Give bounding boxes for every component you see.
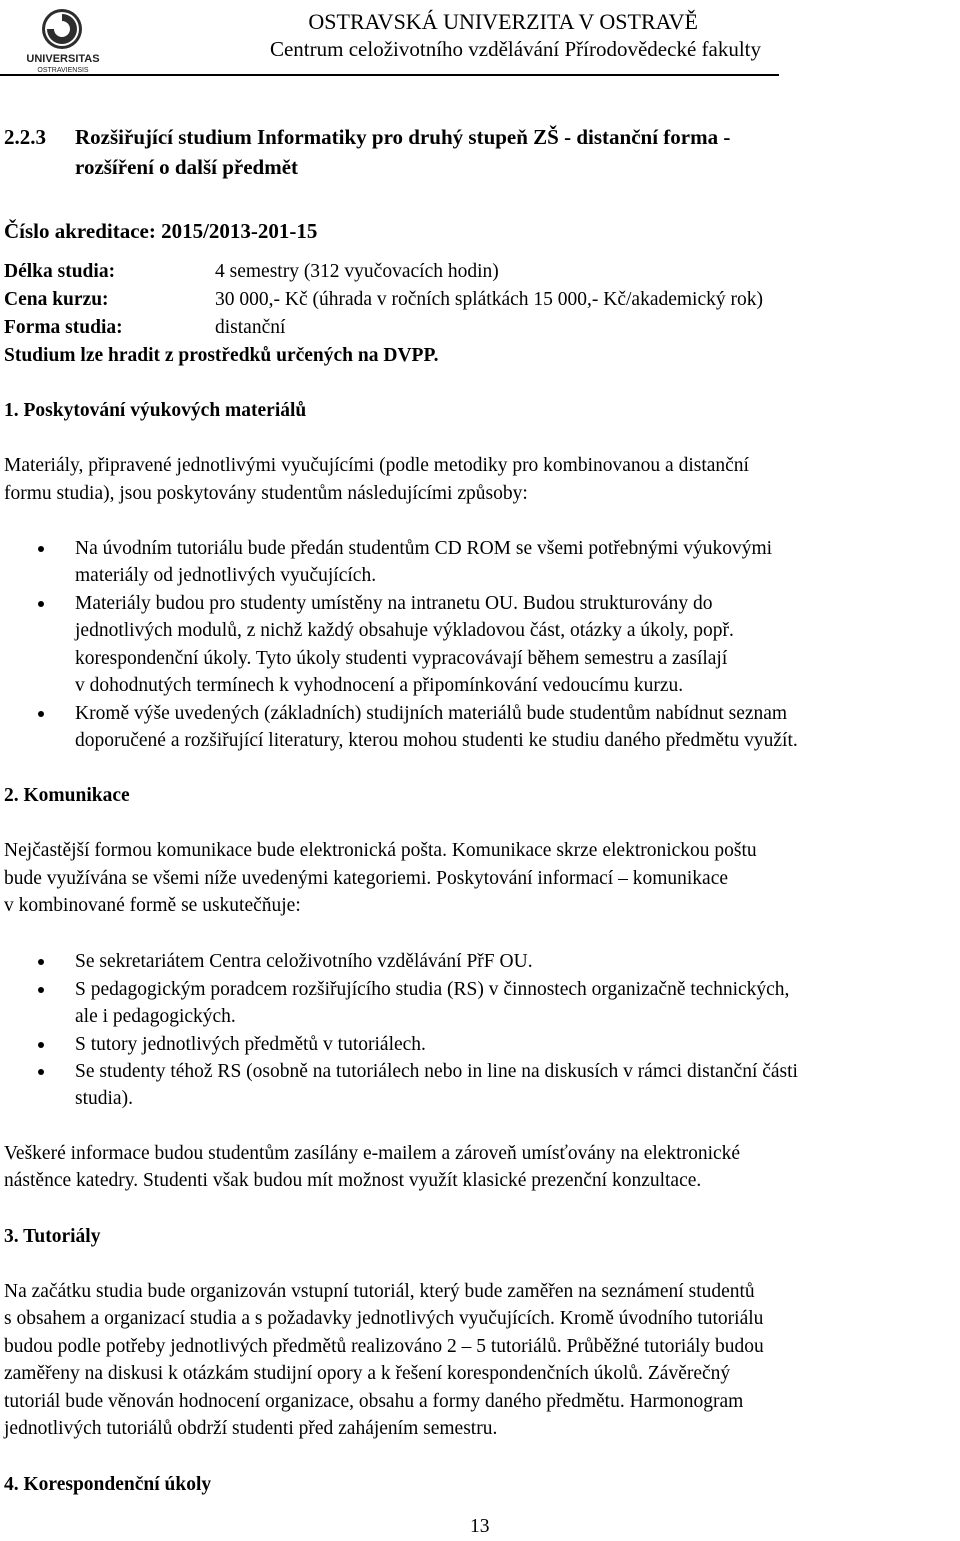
section-number: 2.2.3 (4, 125, 46, 149)
bullet-icon (38, 546, 44, 552)
section3-paragraph: jednotlivých tutoriálů obdrží studenti před zahájením semestru. (4, 1418, 498, 1439)
study-form-label: Forma studia: (4, 317, 123, 338)
funding-note: Studium lze hradit z prostředků určených na DVPP. (4, 345, 439, 366)
study-length-label: Délka studia: (4, 261, 116, 282)
list-item: korespondenční úkoly. Tyto úkoly studenti vypracovávají během semestru a zasílají (75, 648, 728, 669)
bullet-icon (38, 959, 44, 965)
section3-paragraph: zaměřeny na diskusi k otázkám studijní opory a k řešení korespondenčních úkolů. Závěrečný (4, 1363, 731, 1384)
list-item: materiály od jednotlivých vyučujících. (75, 565, 377, 586)
section1-intro: Materiály, připravené jednotlivými vyučujícími (podle metodiky pro kombinovanou a distanční (4, 455, 749, 476)
university-logo (24, 5, 102, 81)
page-number: 13 (470, 1516, 490, 1537)
bullet-icon (38, 601, 44, 607)
study-form-value: distanční (215, 317, 286, 338)
section2-outro: nástěnce katedry. Studenti však budou mít možnost využít klasické prezenční konzultace. (4, 1170, 702, 1191)
header-title: OSTRAVSKÁ UNIVERZITA V OSTRAVĚ (308, 9, 698, 34)
section2-intro: Nejčastější formou komunikace bude elektronická pošta. Komunikace skrze elektronickou poštu (4, 840, 757, 861)
bullet-icon (38, 1069, 44, 1075)
svg-text:OSTRAVIENSIS: OSTRAVIENSIS (37, 67, 89, 74)
list-item: S pedagogickým poradcem rozšiřujícího studia (RS) v činnostech organizačně technických, (75, 979, 790, 1000)
list-item: jednotlivých modulů, z nichž každý obsahuje výkladovou část, otázky a úkoly, popř. (75, 620, 734, 641)
header-divider (0, 74, 779, 76)
list-item: Se studenty téhož RS (osobně na tutoriálech nebo in line na diskusích v rámci distanční části (75, 1061, 798, 1082)
section3-paragraph: budou podle potřeby jednotlivých předmětů realizováno 2 – 5 tutoriálů. Průběžné tutoriály budou (4, 1336, 764, 1357)
course-price-label: Cena kurzu: (4, 289, 109, 310)
svg-text:UNIVERSITAS: UNIVERSITAS (26, 53, 100, 65)
section-title-line2: rozšíření o další předmět (75, 155, 299, 179)
section3-heading: 3. Tutoriály (4, 1226, 101, 1247)
list-item: ale i pedagogických. (75, 1006, 236, 1027)
list-item: Na úvodním tutoriálu bude předán studentům CD ROM se všemi potřebnými výukovými (75, 538, 773, 559)
bullet-icon (38, 987, 44, 993)
section3-paragraph: tutoriál bude věnován hodnocení organizace, obsahu a formy daného předmětu. Harmonogram (4, 1391, 744, 1412)
bullet-icon (38, 711, 44, 717)
section2-intro: bude využívána se všemi níže uvedenými kategoriemi. Poskytování informací – komunikace (4, 868, 729, 889)
section2-heading: 2. Komunikace (4, 785, 130, 806)
course-price-value: 30 000,- Kč (úhrada v ročních splátkách 15 000,- Kč/akademický rok) (215, 289, 763, 310)
section2-outro: Veškeré informace budou studentům zasílány e-mailem a zároveň umísťovány na elektronické (4, 1143, 741, 1164)
list-item: studia). (75, 1088, 133, 1109)
list-item: Se sekretariátem Centra celoživotního vzdělávání PřF OU. (75, 951, 533, 972)
list-item: S tutory jednotlivých předmětů v tutoriálech. (75, 1034, 426, 1055)
list-item: doporučené a rozšiřující literatury, kterou mohou studenti ke studiu daného předmětu využít. (75, 730, 798, 751)
accreditation-number: Číslo akreditace: 2015/2013-201-15 (4, 219, 318, 243)
section1-intro: formu studia), jsou poskytovány studentům následujícími způsoby: (4, 483, 528, 504)
list-item: Materiály budou pro studenty umístěny na intranetu OU. Budou strukturovány do (75, 593, 713, 614)
header-subtitle: Centrum celoživotního vzdělávání Přírodovědecké fakulty (269, 37, 761, 61)
section3-paragraph: Na začátku studia bude organizován vstupní tutoriál, který bude zaměřen na seznámení studentů (4, 1281, 755, 1302)
list-item: v dohodnutých termínech k vyhodnocení a připomínkování vedoucímu kurzu. (75, 675, 684, 696)
list-item: Kromě výše uvedených (základních) studijních materiálů bude studentům nabídnut seznam (75, 703, 788, 724)
bullet-icon (38, 1042, 44, 1048)
study-length-value: 4 semestry (312 vyučovacích hodin) (215, 261, 499, 282)
section4-heading: 4. Korespondenční úkoly (4, 1474, 212, 1495)
section1-heading: 1. Poskytování výukových materiálů (4, 400, 307, 421)
section-title-line1: Rozšiřující studium Informatiky pro druhý stupeň ZŠ - distanční forma - (75, 125, 731, 149)
section2-intro: v kombinované formě se uskutečňuje: (4, 895, 301, 916)
section3-paragraph: s obsahem a organizací studia a s požadavky jednotlivých vyučujících. Kromě úvodního tutoriálu (4, 1308, 764, 1329)
